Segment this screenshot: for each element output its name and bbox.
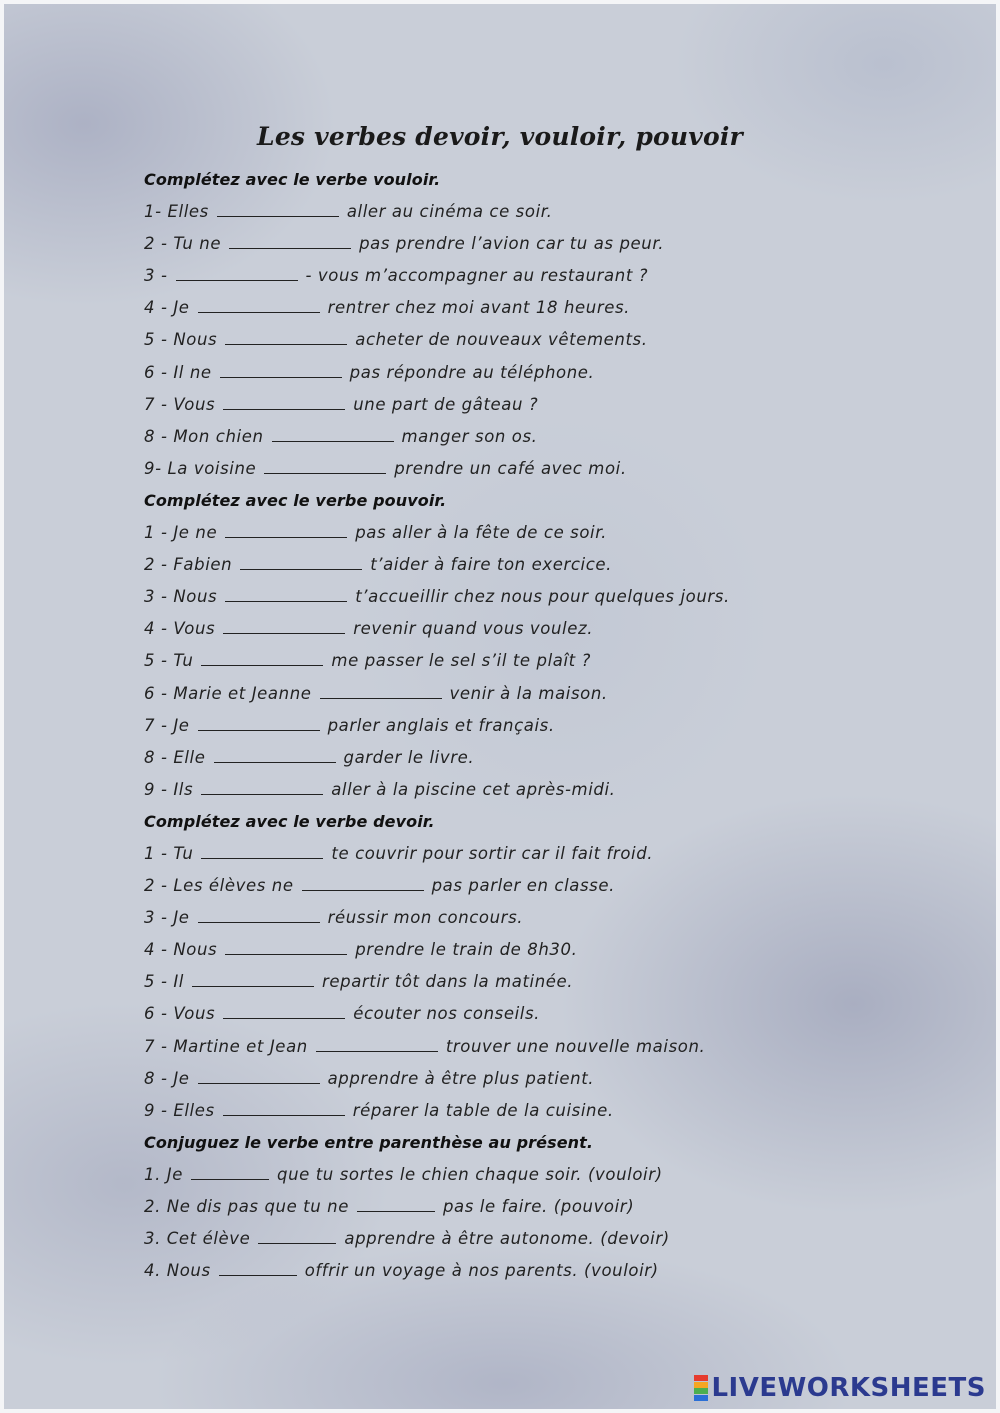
item-continuation: - vous m’accompagner au restaurant ?: [305, 266, 649, 286]
item-continuation: parler anglais et français.: [327, 715, 555, 735]
exercise-list: [144, 164, 944, 1287]
answer-blank[interactable]: [201, 842, 323, 859]
item-prompt: 7 - Vous: [144, 394, 216, 414]
answer-blank[interactable]: [223, 617, 345, 634]
item-prompt: 2. Ne dis pas que tu ne: [144, 1197, 349, 1216]
item-prompt: 6 - Vous: [144, 1004, 216, 1024]
answer-blank[interactable]: [264, 457, 386, 474]
answer-blank[interactable]: [192, 970, 314, 987]
item-prompt: 3. Cet élève: [144, 1229, 251, 1249]
exercise-item: [144, 870, 944, 902]
item-continuation: repartir tôt dans la matinée.: [322, 972, 574, 992]
exercise-item: [144, 966, 944, 998]
answer-blank[interactable]: [198, 906, 320, 923]
answer-blank[interactable]: [201, 778, 323, 795]
exercise-item: [144, 292, 944, 324]
answer-blank[interactable]: [225, 585, 347, 602]
exercise-item: [144, 453, 944, 485]
item-prompt: 7 - Martine et Jean: [144, 1036, 308, 1056]
exercise-item: [144, 357, 944, 389]
exercise-item: [144, 549, 944, 581]
exercise-item: [144, 260, 944, 292]
exercise-item: [144, 1031, 944, 1063]
exercise-item: [144, 389, 944, 421]
item-prompt: 5 - Tu: [144, 651, 194, 671]
item-continuation: trouver une nouvelle maison.: [445, 1036, 706, 1056]
answer-blank[interactable]: [191, 1163, 269, 1180]
exercise-item: [144, 1063, 944, 1095]
item-continuation: pas aller à la fête de ce soir.: [355, 523, 607, 543]
exercise-item: [144, 517, 944, 549]
section-heading: Complétez avec le verbe vouloir.: [144, 170, 441, 189]
exercise-item: [144, 1159, 944, 1191]
item-continuation: venir à la maison.: [449, 683, 608, 703]
item-continuation: t’accueillir chez nous pour quelques jours.: [355, 587, 730, 607]
exercise-item: [144, 998, 944, 1030]
exercise-item: [144, 678, 944, 710]
item-continuation: que tu sortes le chien chaque soir. (vouloir): [277, 1164, 663, 1184]
exercise-item: [144, 196, 944, 228]
item-prompt: 1. Je: [144, 1164, 184, 1184]
answer-blank[interactable]: [302, 874, 424, 891]
section-heading: Complétez avec le verbe pouvoir.: [144, 490, 447, 510]
answer-blank[interactable]: [320, 682, 442, 699]
logo-stripe: [694, 1375, 708, 1381]
item-continuation: réussir mon concours.: [327, 908, 524, 928]
item-continuation: une part de gâteau ?: [353, 394, 539, 414]
item-continuation: pas parler en classe.: [431, 876, 615, 896]
item-prompt: 1 - Je ne: [144, 523, 218, 543]
item-continuation: prendre un café avec moi.: [394, 458, 627, 478]
item-prompt: 7 - Je: [144, 715, 190, 735]
item-prompt: 6 - Il ne: [144, 362, 212, 382]
exercise-item: [144, 710, 944, 742]
item-prompt: 1 - Tu: [144, 843, 194, 863]
item-continuation: offrir un voyage à nos parents. (vouloir): [304, 1261, 659, 1281]
exercise-item: [144, 742, 944, 774]
item-continuation: pas le faire. (pouvoir): [442, 1197, 635, 1216]
answer-blank[interactable]: [357, 1195, 435, 1212]
answer-blank[interactable]: [198, 1067, 320, 1084]
item-continuation: revenir quand vous voulez.: [353, 619, 594, 639]
item-prompt: 6 - Marie et Jeanne: [144, 683, 312, 703]
item-continuation: t’aider à faire ton exercice.: [370, 555, 612, 575]
exercise-item: [144, 902, 944, 934]
item-prompt: 8 - Elle: [144, 747, 206, 767]
item-prompt: 5 - Nous: [144, 330, 218, 350]
item-prompt: 3 - Je: [144, 908, 190, 928]
item-prompt: 8 - Mon chien: [144, 426, 264, 446]
item-prompt: 2 - Tu ne: [144, 234, 222, 254]
exercise-item: [144, 324, 944, 356]
item-prompt: 8 - Je: [144, 1068, 190, 1088]
item-prompt: 4 - Vous: [144, 619, 216, 639]
answer-blank[interactable]: [272, 425, 394, 442]
exercise-item: [144, 645, 944, 677]
answer-blank[interactable]: [220, 361, 342, 378]
exercise-item: [144, 1095, 944, 1127]
item-prompt: 3 -: [144, 266, 168, 286]
exercise-item: [144, 1223, 944, 1255]
item-prompt: 9 - Ils: [144, 779, 194, 799]
answer-blank[interactable]: [225, 521, 347, 538]
answer-blank[interactable]: [219, 1259, 297, 1276]
section-heading: Complétez avec le verbe devoir.: [144, 811, 435, 831]
worksheet-page: [4, 4, 996, 1409]
exercise-item: [144, 613, 944, 645]
item-prompt: 4 - Nous: [144, 940, 218, 960]
exercise-item: [144, 581, 944, 613]
answer-blank[interactable]: [229, 232, 351, 249]
item-continuation: apprendre à être autonome. (devoir): [344, 1229, 670, 1249]
item-continuation: pas prendre l’avion car tu as peur.: [359, 234, 665, 254]
answer-blank[interactable]: [225, 938, 347, 955]
logo-stripe: [694, 1388, 708, 1394]
answer-blank[interactable]: [176, 264, 298, 281]
exercise-item: [144, 774, 944, 806]
item-continuation: aller à la piscine cet après-midi.: [331, 779, 616, 799]
answer-blank[interactable]: [198, 714, 320, 731]
item-continuation: apprendre à être plus patient.: [327, 1068, 595, 1088]
live-badge-icon: [694, 1375, 708, 1401]
item-continuation: rentrer chez moi avant 18 heures.: [327, 298, 631, 318]
answer-blank[interactable]: [223, 1002, 345, 1019]
item-continuation: te couvrir pour sortir car il fait froid.: [331, 843, 654, 863]
item-continuation: prendre le train de 8h30.: [355, 940, 578, 960]
answer-blank[interactable]: [316, 1035, 438, 1052]
answer-blank[interactable]: [225, 328, 347, 345]
item-continuation: réparer la table de la cuisine.: [352, 1100, 614, 1120]
answer-blank[interactable]: [214, 746, 336, 763]
item-prompt: 5 - Il: [144, 972, 184, 992]
item-continuation: pas répondre au téléphone.: [349, 362, 595, 382]
worksheet-title: Les verbes devoir, vouloir, pouvoir: [257, 122, 743, 151]
section-heading: Conjuguez le verbe entre parenthèse au présent.: [144, 1132, 594, 1152]
item-continuation: manger son os.: [401, 426, 538, 446]
answer-blank[interactable]: [217, 200, 339, 217]
answer-blank[interactable]: [201, 649, 323, 666]
exercise-item: [144, 421, 944, 453]
item-prompt: 4. Nous: [144, 1261, 211, 1281]
item-prompt: 9 - Elles: [144, 1100, 215, 1120]
exercise-item: [144, 838, 944, 870]
item-prompt: 2 - Les élèves ne: [144, 876, 294, 896]
logo-text: LIVEWORKSHEETS: [711, 1373, 986, 1403]
exercise-item: [144, 228, 944, 260]
item-prompt: 2 - Fabien: [144, 555, 233, 575]
exercise-item: [144, 934, 944, 966]
item-continuation: écouter nos conseils.: [353, 1004, 541, 1024]
logo-stripe: [694, 1395, 708, 1401]
liveworksheets-logo: [694, 1373, 986, 1403]
item-prompt: 9- La voisine: [144, 458, 257, 478]
item-prompt: 3 - Nous: [144, 587, 218, 607]
item-continuation: acheter de nouveaux vêtements.: [355, 330, 648, 350]
item-continuation: garder le livre.: [343, 747, 475, 767]
item-prompt: 4 - Je: [144, 298, 190, 318]
answer-blank[interactable]: [240, 553, 362, 570]
item-prompt: 1- Elles: [144, 202, 209, 222]
item-continuation: me passer le sel s’il te plaît ?: [331, 651, 591, 671]
logo-stripe: [694, 1382, 708, 1388]
answer-blank[interactable]: [223, 1099, 345, 1116]
item-continuation: aller au cinéma ce soir.: [346, 202, 553, 222]
answer-blank[interactable]: [223, 393, 345, 410]
answer-blank[interactable]: [258, 1227, 336, 1244]
answer-blank[interactable]: [198, 296, 320, 313]
exercise-item: [144, 1191, 944, 1223]
exercise-item: [144, 1255, 944, 1287]
